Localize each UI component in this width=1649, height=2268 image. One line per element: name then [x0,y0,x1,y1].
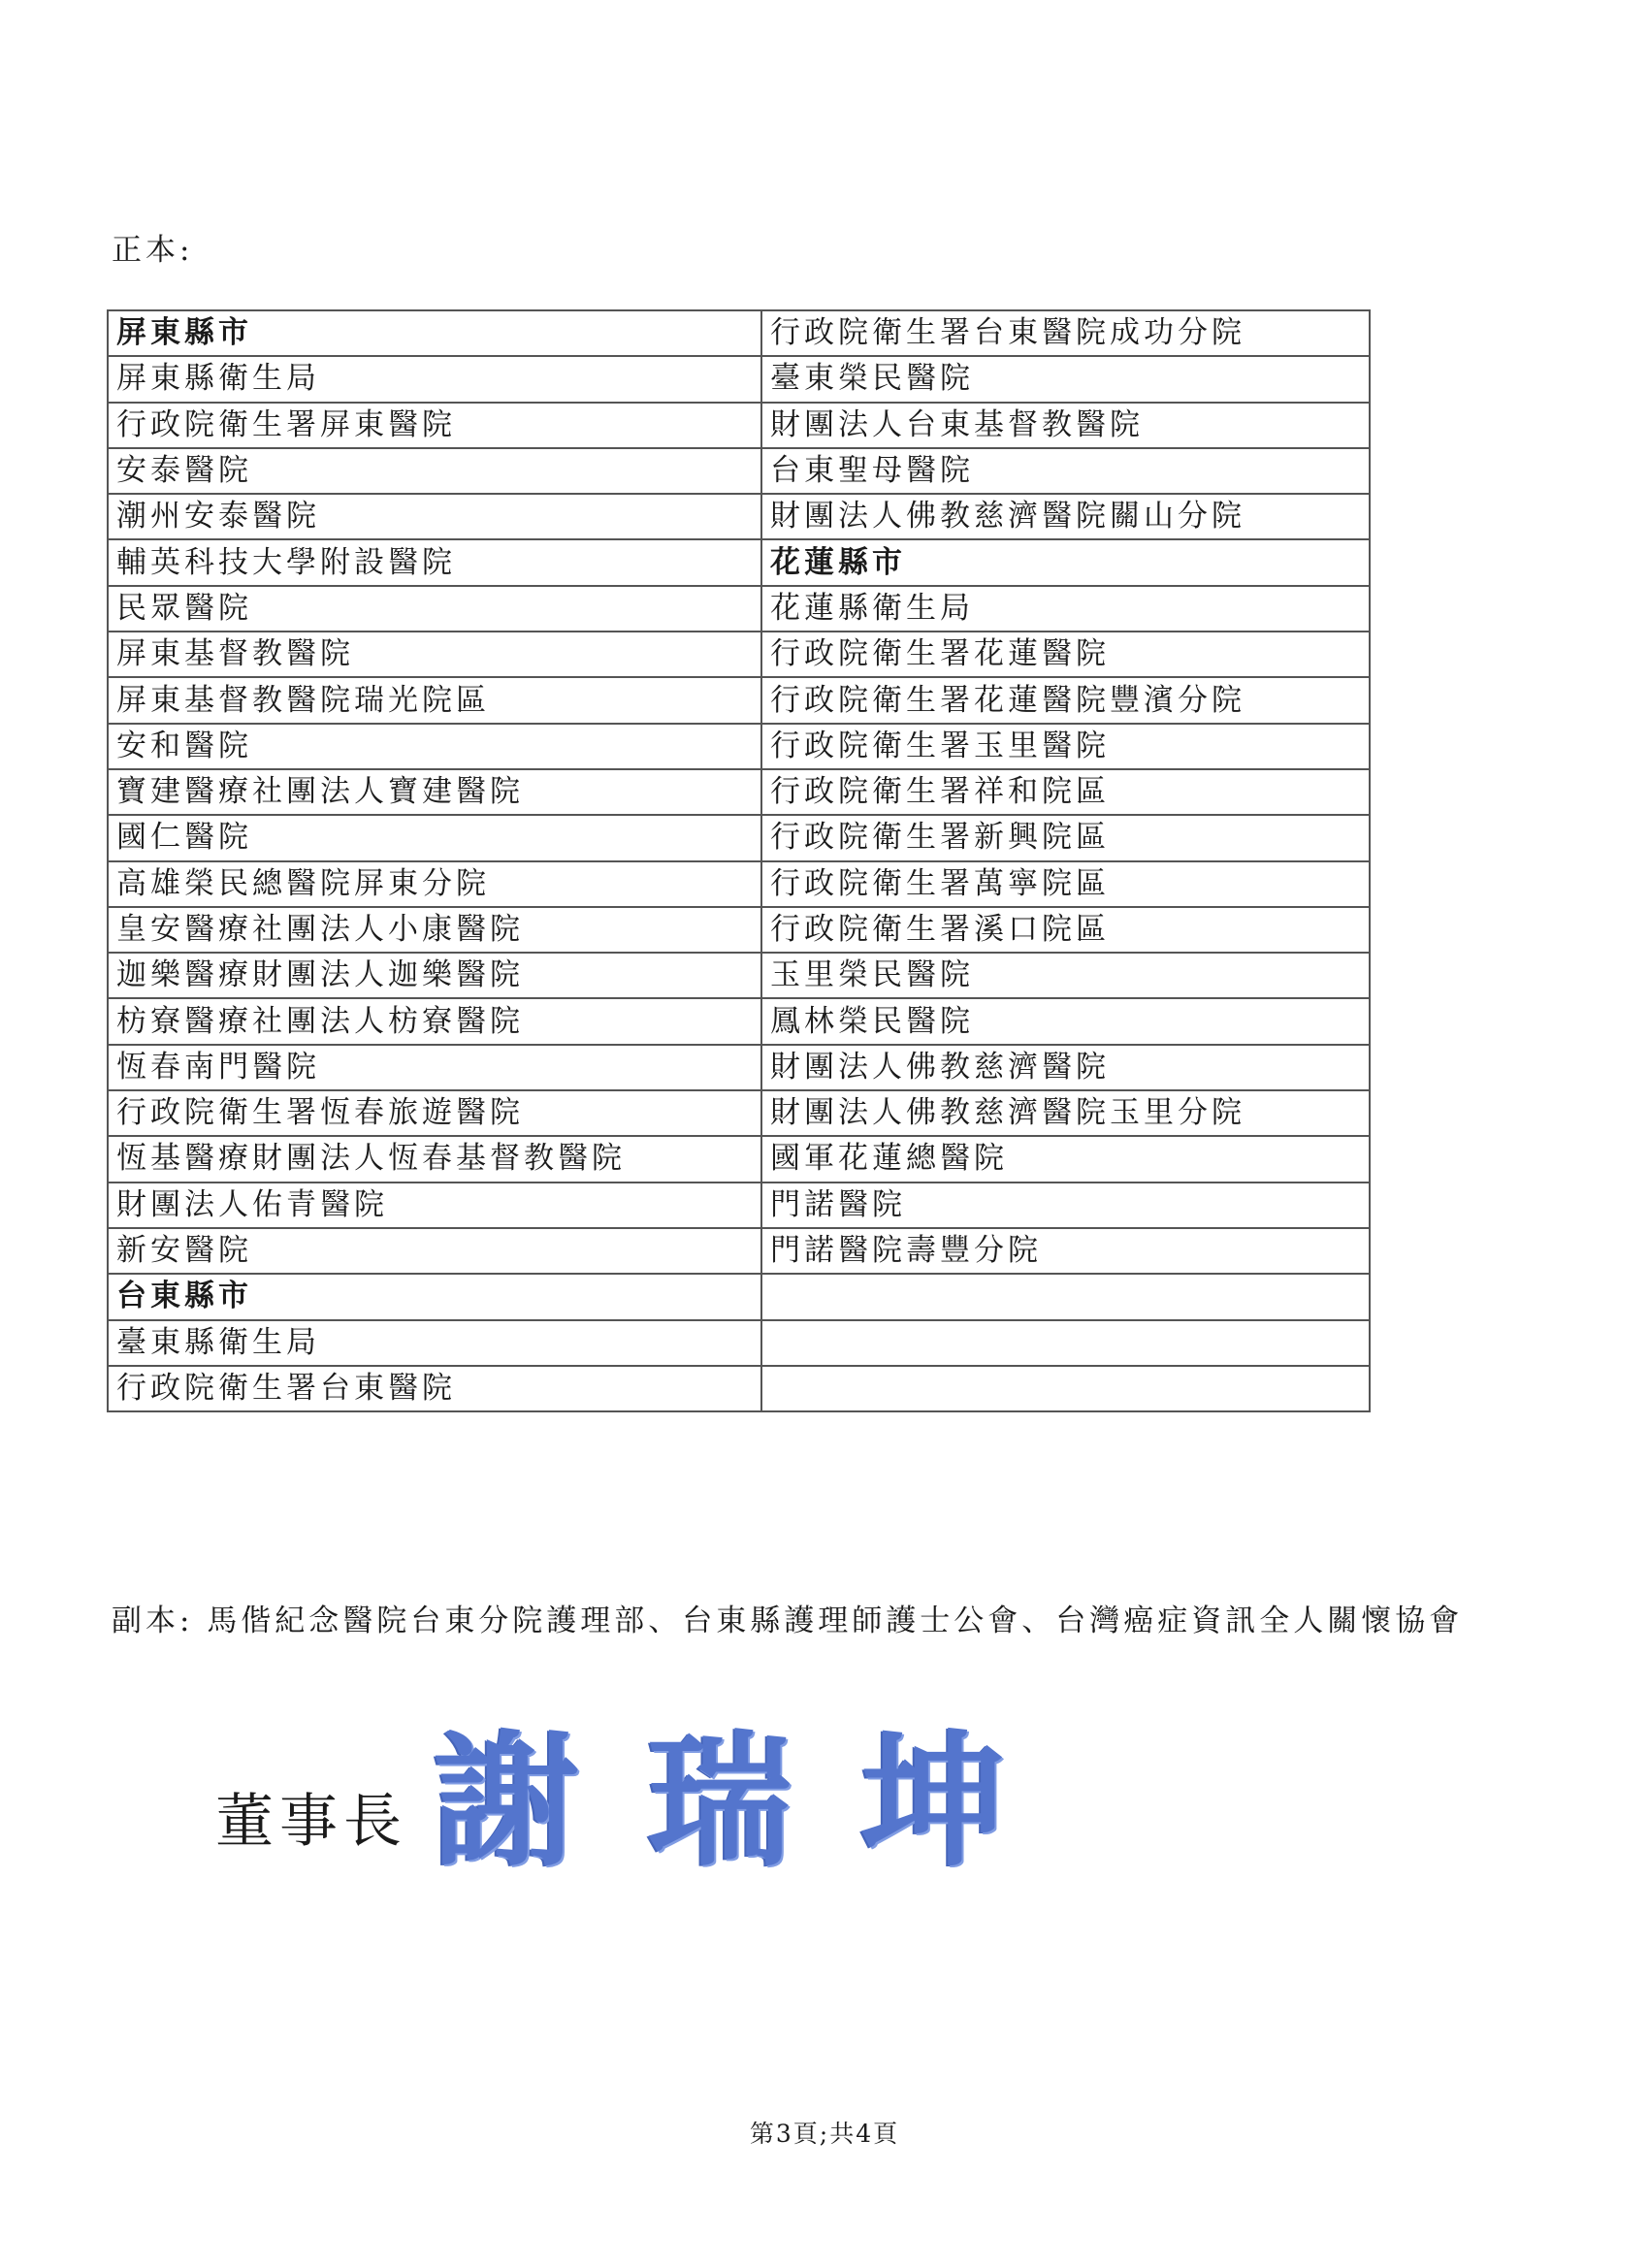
recipient-cell: 安泰醫院 [108,448,761,494]
table-row [108,1320,1370,1366]
recipient-cell: 行政院衛生署屏東醫院 [108,403,761,448]
recipient-cell: 鳳林榮民醫院 [761,998,1370,1044]
recipient-cell: 枋寮醫療社團法人枋寮醫院 [108,998,761,1044]
recipient-cell: 臺東榮民醫院 [761,356,1370,402]
recipient-cell: 恆基醫療財團法人恆春基督教醫院 [108,1136,761,1182]
region-header-cell: 台東縣市 [108,1274,761,1319]
recipient-cell: 輔英科技大學附設醫院 [108,539,761,585]
recipient-cell: 行政院衛生署新興院區 [761,815,1370,860]
stamp-char: 瑞 [647,1716,793,1887]
stamp-char: 謝 [434,1716,580,1887]
table-row [108,1274,1370,1319]
table-row [108,356,1370,402]
table-row [108,1090,1370,1136]
table-row [108,1045,1370,1090]
recipient-cell: 臺東縣衛生局 [108,1320,761,1366]
table-row [108,310,1370,356]
heading-original-recipients: 正本: [112,233,194,268]
recipient-cell: 迦樂醫療財團法人迦樂醫院 [108,953,761,998]
recipient-cell: 國軍花蓮總醫院 [761,1136,1370,1182]
recipient-cell: 行政院衛生署溪口院區 [761,907,1370,953]
recipient-cell: 行政院衛生署台東醫院 [108,1366,761,1411]
table-row [108,1183,1370,1228]
recipient-cell: 花蓮縣衛生局 [761,586,1370,632]
recipient-cell: 恆春南門醫院 [108,1045,761,1090]
table-row [108,1228,1370,1274]
recipient-cell: 財團法人佑青醫院 [108,1183,761,1228]
region-header-cell: 屏東縣市 [108,310,761,356]
recipient-cell: 門諾醫院 [761,1183,1370,1228]
table-row [108,494,1370,539]
signature-stamp [434,1716,1007,1887]
recipient-cell: 玉里榮民醫院 [761,953,1370,998]
recipient-cell: 國仁醫院 [108,815,761,860]
recipient-cell: 行政院衛生署玉里醫院 [761,724,1370,769]
table-row [108,1366,1370,1411]
recipient-cell: 皇安醫療社團法人小康醫院 [108,907,761,953]
recipient-cell: 屏東基督教醫院瑞光院區 [108,677,761,723]
recipients-table [107,309,1371,1412]
page-footer: 第3頁;共4頁 [749,2120,900,2148]
table-row [108,1136,1370,1182]
copy-text: 馬偕紀念醫院台東分院護理部、台東縣護理師護士公會、台灣癌症資訊全人關懷協會 [207,1604,1464,1638]
recipient-cell [761,1274,1370,1319]
recipient-cell: 財團法人佛教慈濟醫院關山分院 [761,494,1370,539]
table-row [108,815,1370,860]
recipient-cell: 門諾醫院壽豐分院 [761,1228,1370,1274]
table-row [108,448,1370,494]
recipient-cell: 台東聖母醫院 [761,448,1370,494]
recipient-cell: 行政院衛生署祥和院區 [761,769,1370,815]
copy-recipients-line [112,1596,1463,1639]
recipient-cell: 行政院衛生署台東醫院成功分院 [761,310,1370,356]
recipient-cell: 安和醫院 [108,724,761,769]
table-row [108,953,1370,998]
recipient-cell: 財團法人佛教慈濟醫院 [761,1045,1370,1090]
recipient-cell: 寶建醫療社團法人寶建醫院 [108,769,761,815]
recipient-cell: 屏東基督教醫院 [108,632,761,677]
recipient-cell: 行政院衛生署萬寧院區 [761,861,1370,907]
recipient-cell [761,1366,1370,1411]
recipient-cell: 屏東縣衛生局 [108,356,761,402]
recipient-cell: 潮州安泰醫院 [108,494,761,539]
copy-label: 副本: [112,1604,194,1638]
table-row [108,907,1370,953]
recipient-cell: 民眾醫院 [108,586,761,632]
recipient-cell: 財團法人台東基督教醫院 [761,403,1370,448]
stamp-char: 坤 [860,1716,1007,1887]
table-row [108,769,1370,815]
table-row [108,677,1370,723]
table-row [108,403,1370,448]
table-row [108,586,1370,632]
table-row [108,539,1370,585]
recipient-cell: 行政院衛生署花蓮醫院豐濱分院 [761,677,1370,723]
region-header-cell: 花蓮縣市 [761,539,1370,585]
recipient-cell: 財團法人佛教慈濟醫院玉里分院 [761,1090,1370,1136]
recipient-cell: 高雄榮民總醫院屏東分院 [108,861,761,907]
table-row [108,861,1370,907]
table-row [108,724,1370,769]
recipient-cell: 行政院衛生署恆春旅遊醫院 [108,1090,761,1136]
table-row [108,632,1370,677]
signature-title: 董事長 [215,1788,407,1856]
recipient-cell: 新安醫院 [108,1228,761,1274]
recipient-cell: 行政院衛生署花蓮醫院 [761,632,1370,677]
recipient-cell [761,1320,1370,1366]
table-row [108,998,1370,1044]
